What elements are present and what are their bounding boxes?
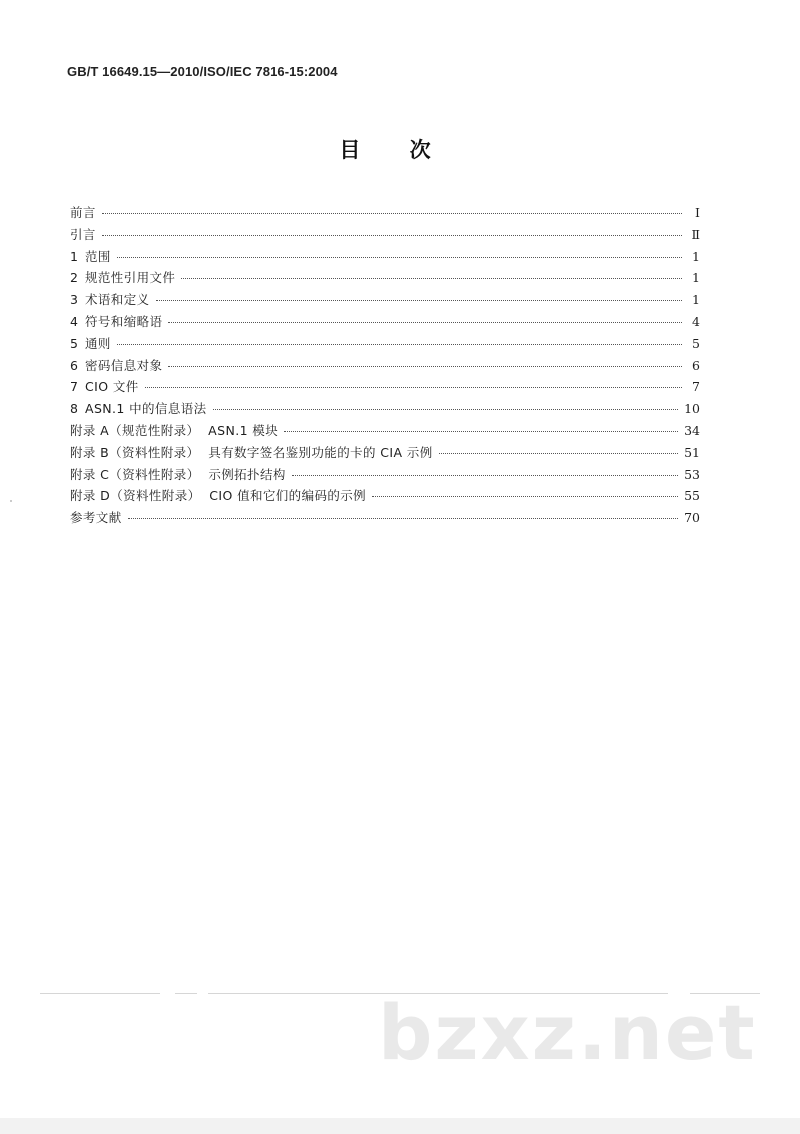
toc-entry-page: 7 (692, 379, 700, 395)
toc-entry[interactable] (70, 465, 700, 487)
toc-entry-page: 5 (692, 335, 700, 351)
toc-title (0, 134, 770, 164)
toc-entry[interactable] (70, 421, 700, 443)
toc-dot-leader (292, 475, 678, 476)
toc-entry-number: 6 (70, 357, 78, 373)
toc-entry-number: 8 (70, 401, 78, 417)
toc-dot-leader (117, 344, 682, 345)
toc-dot-leader (181, 278, 682, 279)
toc-entry-page: Ⅱ (691, 226, 700, 242)
toc-title-char-2: 次 (409, 138, 431, 162)
toc-entry-page: Ⅰ (695, 205, 700, 220)
toc-entry-label: 附录 D（资料性附录） CIO 值和它们的编码的示例 (70, 488, 367, 504)
toc-entry-page: 51 (684, 444, 700, 460)
toc-dot-leader (168, 366, 682, 367)
toc-entry[interactable] (70, 356, 700, 378)
toc-entry[interactable] (70, 334, 700, 356)
toc-entry-number: 4 (70, 313, 78, 329)
toc-entry-page: 70 (684, 510, 700, 526)
toc-entry-page: 55 (684, 488, 700, 504)
toc-entry-page: 1 (692, 270, 700, 286)
toc-dot-leader (156, 300, 682, 301)
toc-entry[interactable] (70, 508, 700, 530)
toc-entry[interactable] (70, 203, 700, 225)
toc-entry-label: 附录 A（规范性附录） ASN.1 模块 (70, 422, 279, 438)
toc-entry-label: CIO 文件 (85, 379, 139, 395)
scan-artifact-line (40, 993, 160, 994)
toc-entry-number: 2 (70, 270, 78, 286)
toc-entry-page: 1 (692, 248, 700, 264)
toc-entry-label: 范围 (85, 248, 111, 264)
watermark-logo: bzxz.net (378, 988, 757, 1077)
standard-code-header: GB/T 16649.15—2010/ISO/IEC 7816-15:2004 (67, 64, 338, 79)
toc-dot-leader (102, 213, 682, 214)
toc-entry[interactable] (70, 268, 700, 290)
toc-dot-leader (117, 257, 682, 258)
toc-entry[interactable] (70, 225, 700, 247)
toc-entry-page: 34 (684, 422, 700, 438)
toc-entry-page: 4 (692, 313, 700, 329)
toc-dot-leader (102, 235, 682, 236)
toc-entry[interactable] (70, 247, 700, 269)
toc-entry-page: 10 (684, 401, 700, 417)
toc-entry-label: 参考文献 (70, 510, 122, 526)
toc-entry-label: ASN.1 中的信息语法 (85, 401, 207, 417)
toc-entry-page: 1 (692, 292, 700, 308)
toc-entry-label: 规范性引用文件 (85, 270, 176, 286)
toc-entry-number: 3 (70, 292, 78, 308)
toc-entry[interactable] (70, 486, 700, 508)
toc-list (70, 203, 700, 530)
toc-entry-label: 通则 (85, 335, 111, 351)
toc-dot-leader (145, 387, 682, 388)
toc-entry-label: 引言 (70, 226, 96, 242)
toc-entry-label: 符号和缩略语 (85, 313, 163, 329)
toc-title-char-1: 目 (339, 138, 361, 162)
toc-entry[interactable] (70, 290, 700, 312)
toc-entry-label: 前言 (70, 205, 96, 220)
toc-dot-leader (284, 431, 678, 432)
toc-entry-label: 附录 B（资料性附录） 具有数字签名鉴别功能的卡的 CIA 示例 (70, 444, 433, 460)
toc-entry-page: 6 (692, 357, 700, 373)
toc-dot-leader (439, 453, 678, 454)
scan-artifact-line (175, 993, 197, 994)
toc-entry-number: 5 (70, 335, 78, 351)
toc-entry-page: 53 (684, 466, 700, 482)
toc-dot-leader (213, 409, 679, 410)
toc-entry-label: 密码信息对象 (85, 357, 163, 373)
toc-entry-number: 7 (70, 379, 78, 395)
toc-entry[interactable] (70, 312, 700, 334)
toc-dot-leader (168, 322, 682, 323)
toc-entry[interactable] (70, 377, 700, 399)
toc-entry-label: 附录 C（资料性附录） 示例拓扑结构 (70, 466, 286, 482)
toc-dot-leader (372, 496, 678, 497)
scan-speck (10, 500, 12, 502)
toc-entry[interactable] (70, 399, 700, 421)
toc-dot-leader (128, 518, 678, 519)
toc-entry-number: 1 (70, 248, 78, 264)
toc-entry[interactable] (70, 443, 700, 465)
toc-entry-label: 术语和定义 (85, 292, 150, 308)
